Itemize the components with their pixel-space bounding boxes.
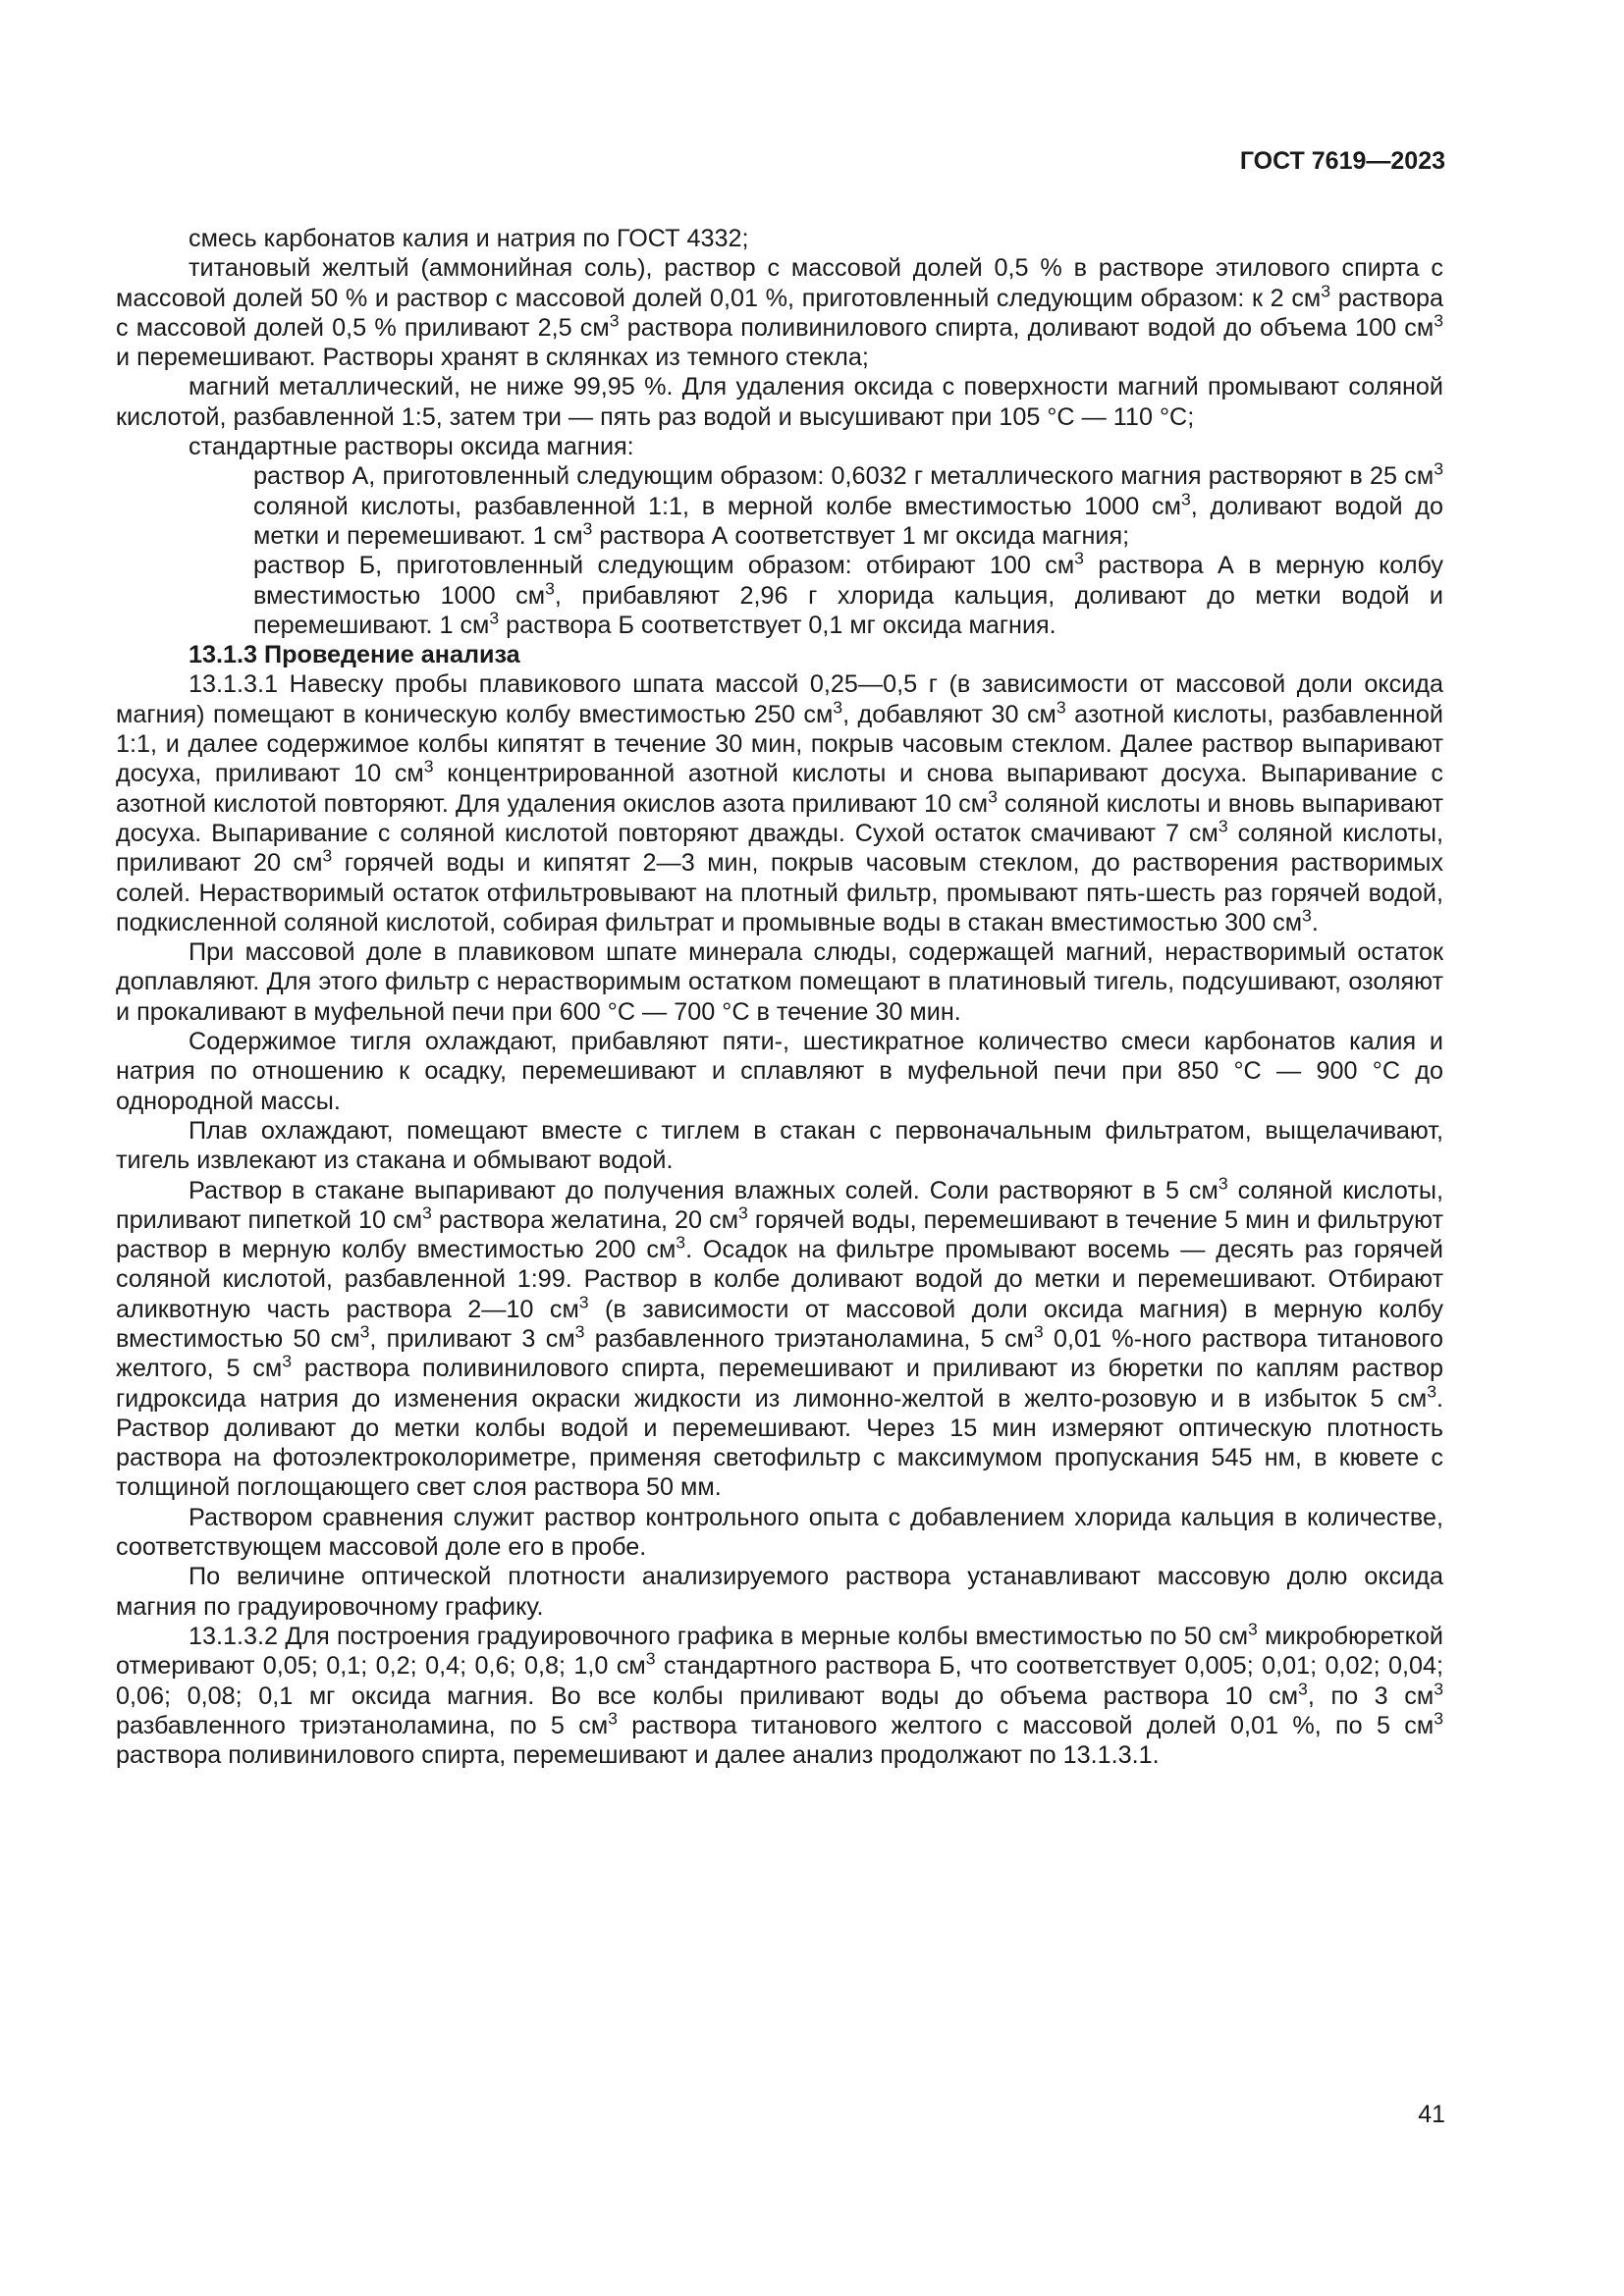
superscript: 3 — [1248, 1619, 1258, 1639]
superscript: 3 — [574, 1321, 585, 1342]
document-header: ГОСТ 7619—2023 — [1239, 147, 1445, 175]
superscript: 3 — [1218, 816, 1228, 836]
superscript: 3 — [988, 785, 998, 806]
superscript: 3 — [676, 1232, 686, 1253]
superscript: 3 — [1056, 697, 1066, 718]
superscript: 3 — [1298, 1678, 1308, 1698]
superscript: 3 — [645, 1648, 656, 1669]
reagent-carbonates: смесь карбонатов калия и натрия по ГОСТ 4332; — [189, 225, 749, 252]
superscript: 3 — [1033, 1321, 1044, 1342]
paragraph-optical-density: По величине оптической плотности анализируемого раствора устанавливают массовую долю оксида магния по градуировочному графику. — [116, 1563, 1443, 1621]
superscript: 3 — [1427, 1380, 1436, 1401]
superscript: 3 — [1434, 1708, 1443, 1729]
superscript: 3 — [1434, 458, 1443, 479]
superscript: 3 — [359, 1321, 370, 1342]
superscript: 3 — [1074, 548, 1084, 568]
paragraph-reference-solution: Раствором сравнения служит раствор контрольного опыта с добавлением хлорида кальция в количестве, соответствующем массовой доле его в пробе. — [116, 1503, 1443, 1562]
paragraph-13-1-3-1: 13.1.3.1 Навеску пробы плавикового шпата массой 0,25—0,5 г (в зависимости от массовой доли оксида магния) помещают в коническую колбу вместимостью 250 $см^3$, добавляют 30 $см^3$ азотной кислоты, разбавленной 1:1, и далее содержимое колбы кипятят в течение 30 мин, покрыв часовым стеклом. Далее раствор выпаривают досуха, приливают 10 $см^3$ концентрированной азотной кислоты и снова выпаривают досуха. Выпаривание с азотной кислотой повторяют. Для удаления окислов азота приливают 10 $см^3$ соляной кислоты и вновь выпаривают досуха. Выпаривание с соляной кислотой повторяют дважды. Сухой остаток смачивают 7 $см^3$ соляной кислоты, приливают 20 $см^3$ горячей воды и кипятят 2—3 мин, покрыв часовым стеклом, до растворения растворимых солей. Нерастворимый остаток отфильтровывают на плотный фильтр, промывают пять-шесть раз горячей водой, подкисленной соляной кислотой, собирая фильтрат и промывные воды в стакан вместимостью 300 $см^3$. — [116, 670, 1444, 936]
reagent-titan-yellow: титановый желтый (аммонийная соль), раствор с массовой долей 0,5 % в растворе этилового спирта с массовой долей 50 % и раствор с массовой долей 0,01 %, приготовленный следующим образом: к 2 $см^3$ раствора с массовой долей 0,5 % приливают 2,5 $см^3$ раствора поливинилового спирта, доливают водой до объема 100 $см^3$ и перемешивают. Растворы хранят в склянках из темного стекла; — [116, 254, 1444, 372]
superscript: 3 — [578, 1292, 589, 1311]
superscript: 3 — [322, 845, 333, 866]
superscript: 3 — [608, 1708, 618, 1729]
superscript: 3 — [833, 697, 843, 718]
superscript: 3 — [738, 1202, 748, 1223]
superscript: 3 — [1321, 280, 1331, 300]
superscript: 3 — [423, 756, 434, 776]
reagent-magnesium: магний металлический, не ниже 99,95 %. Для удаления оксида с поверхности магний промывают соляной кислотой, разбавленной 1:5, затем три — пять раз водой и высушивают при 105 °С — 110 °С; — [116, 373, 1443, 431]
superscript: 3 — [422, 1202, 432, 1223]
standard-solutions-list — [116, 458, 1444, 640]
superscript: 3 — [545, 577, 555, 598]
page-number: 41 — [1418, 2101, 1445, 2128]
document-body — [116, 224, 1443, 1770]
paragraph-evaporation: Раствор в стакане выпаривают до получения влажных солей. Соли растворяют в 5 $см^3$ соляной кислоты, приливают пипеткой 10 $см^3$ раствора желатина, 20 $см^3$ горячей воды, перемешивают в течение 5 мин и фильтруют раствор в мерную колбу вместимостью 200 $см^3$. Осадок на фильтре промывают восемь — десять раз горячей соляной кислотой, разбавленной 1:99. Раствор в колбе доливают водой до метки и перемешивают. Отбирают аликвотную часть раствора 2—10 $см^3$ (в зависимости от массовой доли оксида магния) в мерную колбу вместимостью 50 $см^3$, приливают 3 $см^3$ разбавленного триэтаноламина, 5 $см^3$ 0,01 %-ного раствора титанового желтого, 5 $см^3$ раствора поливинилового спирта, перемешивают и приливают из бюретки по каплям раствор гидроксида натрия до изменения окраски жидкости из лимонно-желтой в желто-розовую и в избыток 5 $см^3$. Раствор доливают до метки колбы водой и перемешивают. Через 15 мин измеряют оптическую плотность раствора на фотоэлектроколориметре, применяя светофильтр с максимумом пропускания 545 нм, в кювете с толщиной поглощающего свет слоя раствора 50 мм. — [116, 1172, 1443, 1502]
standard-solutions-title: стандартные растворы оксида магния: — [189, 433, 634, 461]
superscript: 3 — [1180, 488, 1191, 508]
superscript: 3 — [1434, 310, 1444, 331]
superscript: 3 — [1302, 905, 1312, 926]
superscript: 3 — [1434, 1678, 1443, 1698]
superscript: 3 — [609, 310, 620, 331]
paragraph-13-1-3-2: 13.1.3.2 Для построения градуировочного графика в мерные колбы вместимостью по 50 $см^3$ микробюреткой отмеривают 0,05; 0,1; 0,2; 0,4; 0,6; 0,8; 1,0 $см^3$ стандартного раствора Б, что соответствует 0,005; 0,01; 0,02; 0,04; 0,06; 0,08; 0,1 мг оксида магния. Во все колбы приливают воды до объема раствора 10 $см^3$, по 3 $см^3$ разбавленного триэтаноламина, по 5 $см^3$ раствора титанового желтого с массовой долей 0,01 %, по 5 $см^3$ раствора поливинилового спирта, перемешивают и далее анализ продолжают по 13.1.3.1. — [116, 1619, 1444, 1770]
paragraph-mica: При массовой доле в плавиковом шпате минерала слюды, содержащей магний, нерастворимый остаток доплавляют. Для этого фильтр с нерастворимым остатком помещают в платиновый тигель, подсушивают, озоляют и прокаливают в муфельной печи при 600 °С — 700 °С в течение 30 мин. — [116, 938, 1443, 1026]
solution-a: раствор А, приготовленный следующим образом: 0,6032 г металлического магния растворяют в 25 $см^3$ соляной кислоты, разбавленной 1:1, в мерной колбе вместимостью 1000 $см^3$, доливают водой до метки и перемешивают. 1 $см^3$ раствора А соответствует 1 мг оксида магния; — [253, 458, 1444, 550]
section-title: 13.1.3 Проведение анализа — [189, 641, 520, 669]
superscript: 3 — [582, 518, 593, 539]
superscript: 3 — [489, 608, 500, 628]
paragraph-crucible: Содержимое тигля охлаждают, прибавляют пяти-, шестикратное количество смеси карбонатов калия и натрия по отношению к осадку, перемешивают и сплавляют в муфельной печи при 850 °С — 900 °С до однородной массы. — [116, 1028, 1443, 1115]
solution-b: раствор Б, приготовленный следующим образом: отбирают 100 $см^3$ раствора А в мерную колбу вместимостью 1000 $см^3$, прибавляют 2,96 г хлорида кальция, доливают до метки водой и перемешивают. 1 $см^3$ раствора Б соответствует 0,1 мг оксида магния. — [253, 548, 1443, 639]
superscript: 3 — [1218, 1172, 1228, 1193]
superscript: 3 — [282, 1351, 293, 1371]
paragraph-melt: Плав охлаждают, помещают вместе с тиглем в стакан с первоначальным фильтратом, выщелачивают, тигель извлекают из стакана и обмывают водой. — [116, 1116, 1443, 1175]
